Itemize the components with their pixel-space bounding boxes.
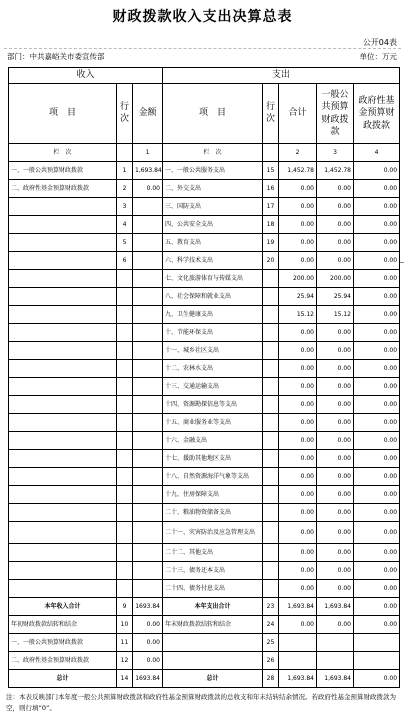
income-row-no-cell [117,432,133,450]
income-amount-cell [133,504,163,522]
total-amount-cell: 0.00 [279,360,317,378]
expenditure-row-no-cell [263,544,279,562]
general-budget-amount-cell: 1,693.84 [317,670,354,688]
expenditure-item-cell: 二十三、债务还本支出 [163,562,263,580]
report-title: 财政拨款收入支出决算总表 [112,9,293,25]
gov-fund-amount-cell: 0.00 [354,360,400,378]
gov-fund-amount-cell: 0.00 [354,486,400,504]
empty-cell [263,144,279,162]
column-index-2: 2 [279,144,317,162]
income-row-no-cell [117,468,133,486]
gov-fund-amount-cell: 0.00 [354,396,400,414]
income-amount-cell: 0.00 [133,634,163,652]
income-item-cell: 一、一般公共预算财政拨款 [9,634,117,652]
expenditure-item-cell: 二十二、其他支出 [163,544,263,562]
total-amount-cell: 0.00 [279,324,317,342]
expenditure-item-cell: 九、卫生健康支出 [163,306,263,324]
general-budget-amount-cell: 0.00 [317,580,354,598]
income-item-cell [9,234,117,252]
general-budget-amount-cell: 0.00 [317,360,354,378]
gov-fund-amount-cell: 0.00 [354,598,400,616]
total-amount-cell: 0.00 [279,432,317,450]
expenditure-item-cell: 二十一、灾害防治及应急管理支出 [163,522,263,544]
income-row-no-cell [117,450,133,468]
income-amount-cell [133,432,163,450]
expenditure-row-no-cell [263,360,279,378]
general-budget-amount-cell: 0.00 [317,252,354,270]
income-item-cell: 一、一般公共预算财政拨款 [9,162,117,180]
general-budget-amount-cell [317,634,354,652]
income-item-header: 项 目 [9,84,117,144]
column-index-1: 1 [133,144,163,162]
margin-tick-mark [400,262,404,263]
expenditure-row-no-cell [263,396,279,414]
total-header: 合计 [279,84,317,144]
income-row-no-cell: 4 [117,216,133,234]
gov-fund-amount-cell: 0.00 [354,468,400,486]
expenditure-row-no-cell: 18 [263,216,279,234]
total-amount-cell: 0.00 [279,396,317,414]
expenditure-row-no-cell: 26 [263,652,279,670]
expenditure-item-cell [163,652,263,670]
income-amount-cell [133,486,163,504]
expenditure-row-no-cell: 19 [263,234,279,252]
expenditure-item-cell: 总计 [163,670,263,688]
income-amount-cell: 0.00 [133,616,163,634]
income-item-cell [9,324,117,342]
expenditure-row-no-cell [263,504,279,522]
income-row-no-cell: 6 [117,252,133,270]
income-amount-cell [133,252,163,270]
footnote: 注：本表反映部门本年度一般公共预算财政拨款和政府性基金预算财政拨款的总收支和年末结转结余情况。若政府性基金预算财政拨款为空，则行填“0”。 [6,693,396,713]
income-row-no-cell [117,486,133,504]
income-row-no-cell: 1 [117,162,133,180]
expenditure-row-no-cell: 23 [263,598,279,616]
expenditure-row-no-cell: 28 [263,670,279,688]
gov-fund-amount-cell: 0.00 [354,544,400,562]
expenditure-item-cell: 十三、交通运输支出 [163,378,263,396]
expenditure-row-no-cell [263,324,279,342]
column-index-row [9,144,400,162]
total-amount-cell: 0.00 [279,216,317,234]
income-amount-cell: 1,693.84 [133,162,163,180]
table-row [9,598,400,616]
expenditure-row-no-cell [263,562,279,580]
gov-fund-amount-cell [354,634,400,652]
gov-fund-amount-cell: 0.00 [354,234,400,252]
income-amount-cell [133,342,163,360]
expenditure-row-no-cell [263,306,279,324]
total-amount-cell: 200.00 [279,270,317,288]
department-label: 部门：中共嘉峪关市委宣传部 [7,52,105,61]
total-amount-cell: 1,693.84 [279,598,317,616]
income-item-cell [9,306,117,324]
expenditure-row-no-cell [263,450,279,468]
income-amount-cell [133,580,163,598]
total-amount-cell: 0.00 [279,616,317,634]
header-row-section [9,68,400,84]
income-row-no-cell: 10 [117,616,133,634]
table-row [9,342,400,360]
total-amount-cell: 0.00 [279,562,317,580]
income-item-cell [9,486,117,504]
table-row [9,486,400,504]
expenditure-row-no-cell [263,432,279,450]
gov-fund-amount-cell: 0.00 [354,288,400,306]
income-amount-cell: 1693.84 [133,670,163,688]
income-item-cell [9,342,117,360]
amount-header: 金额 [133,84,163,144]
total-amount-cell: 0.00 [279,544,317,562]
gov-fund-header: 政府性基金预算财政拨款 [354,84,400,144]
income-row-no-cell [117,414,133,432]
expenditure-item-cell: 十九、住房保障支出 [163,486,263,504]
expenditure-row-no-cell: 16 [263,180,279,198]
expenditure-item-cell: 十五、商业服务业等支出 [163,414,263,432]
budget-table [8,67,400,688]
income-amount-cell [133,544,163,562]
form-code: 公开04表 [362,38,397,47]
general-budget-amount-cell: 0.00 [317,432,354,450]
income-item-cell [9,360,117,378]
general-budget-amount-cell: 0.00 [317,562,354,580]
column-index-label: 栏 次 [163,144,263,162]
general-budget-amount-cell: 0.00 [317,396,354,414]
general-budget-amount-cell: 0.00 [317,504,354,522]
gov-fund-amount-cell [354,652,400,670]
income-item-cell: 总计 [9,670,117,688]
general-budget-amount-cell: 0.00 [317,522,354,544]
income-item-cell [9,504,117,522]
total-amount-cell: 0.00 [279,234,317,252]
column-index-label: 栏 次 [9,144,117,162]
income-header: 收入 [9,68,163,84]
table-row [9,580,400,598]
column-index-4: 4 [354,144,400,162]
expenditure-row-no-cell [263,414,279,432]
total-amount-cell [279,634,317,652]
income-row-no-cell [117,342,133,360]
income-item-cell [9,216,117,234]
income-row-no-cell [117,306,133,324]
income-item-cell [9,544,117,562]
gov-fund-amount-cell: 0.00 [354,342,400,360]
income-row-no-cell [117,378,133,396]
general-budget-amount-cell: 1,693.84 [317,598,354,616]
income-amount-cell [133,450,163,468]
expenditure-item-header: 项 目 [163,84,263,144]
income-amount-cell [133,414,163,432]
table-row [9,180,400,198]
income-row-no-cell: 12 [117,652,133,670]
income-row-no-cell: 2 [117,180,133,198]
expenditure-item-cell: 八、社会保障和就业支出 [163,288,263,306]
expenditure-item-cell: 六、科学技术支出 [163,252,263,270]
income-amount-cell [133,562,163,580]
gov-fund-amount-cell: 0.00 [354,414,400,432]
table-row [9,652,400,670]
table-row [9,634,400,652]
general-budget-amount-cell: 0.00 [317,234,354,252]
table-row [9,432,400,450]
total-amount-cell: 0.00 [279,486,317,504]
table-row [9,270,400,288]
general-budget-amount-cell: 0.00 [317,216,354,234]
income-amount-cell [133,270,163,288]
income-row-no-cell: 5 [117,234,133,252]
income-item-cell [9,432,117,450]
empty-cell [117,144,133,162]
income-row-no-cell [117,324,133,342]
general-budget-amount-cell: 0.00 [317,450,354,468]
table-row [9,562,400,580]
total-amount-cell: 0.00 [279,414,317,432]
expenditure-row-no-header: 行次 [263,84,279,144]
expenditure-item-cell: 一、一般公共服务支出 [163,162,263,180]
total-amount-cell: 0.00 [279,252,317,270]
expenditure-header: 支出 [163,68,400,84]
income-amount-cell [133,360,163,378]
general-budget-header: 一般公共预算财政拨款 [317,84,354,144]
income-amount-cell [133,216,163,234]
expenditure-row-no-cell [263,378,279,396]
expenditure-item-cell: 二十四、债务付息支出 [163,580,263,598]
income-row-no-cell [117,288,133,306]
table-row [9,162,400,180]
gov-fund-amount-cell: 0.00 [354,378,400,396]
expenditure-item-cell: 四、公共安全支出 [163,216,263,234]
general-budget-amount-cell: 1,452.78 [317,162,354,180]
income-item-cell: 二、政府性基金预算财政拨款 [9,180,117,198]
general-budget-amount-cell: 0.00 [317,324,354,342]
general-budget-amount-cell: 0.00 [317,486,354,504]
gov-fund-amount-cell: 0.00 [354,522,400,544]
income-row-no-cell: 9 [117,598,133,616]
income-item-cell [9,522,117,544]
income-item-cell [9,270,117,288]
income-item-cell [9,450,117,468]
expenditure-row-no-cell [263,486,279,504]
table-row [9,504,400,522]
expenditure-item-cell: 十一、城乡社区支出 [163,342,263,360]
income-item-cell [9,252,117,270]
income-row-no-cell [117,522,133,544]
income-item-cell [9,396,117,414]
income-row-no-cell [117,270,133,288]
expenditure-item-cell: 本年支出合计 [163,598,263,616]
income-row-no-cell [117,504,133,522]
table-row [9,360,400,378]
income-row-no-cell [117,396,133,414]
total-amount-cell: 0.00 [279,450,317,468]
income-item-cell [9,288,117,306]
expenditure-row-no-cell [263,288,279,306]
gov-fund-amount-cell: 0.00 [354,216,400,234]
general-budget-amount-cell: 0.00 [317,544,354,562]
expenditure-row-no-cell [263,468,279,486]
income-row-no-cell [117,544,133,562]
expenditure-row-no-cell: 17 [263,198,279,216]
expenditure-row-no-cell: 20 [263,252,279,270]
expenditure-row-no-cell: 25 [263,634,279,652]
total-amount-cell: 1,693.84 [279,670,317,688]
income-amount-cell [133,288,163,306]
table-row [9,198,400,216]
unit-label: 单位：万元 [359,52,397,61]
income-item-cell [9,198,117,216]
general-budget-amount-cell: 0.00 [317,342,354,360]
general-budget-amount-cell: 0.00 [317,198,354,216]
total-amount-cell: 25.94 [279,288,317,306]
page-divider [4,48,401,49]
expenditure-item-cell: 七、文化旅游体育与传媒支出 [163,270,263,288]
total-amount-cell: 0.00 [279,522,317,544]
header-row-columns [9,84,400,144]
income-row-no-cell: 14 [117,670,133,688]
total-amount-cell: 0.00 [279,180,317,198]
income-item-cell [9,580,117,598]
expenditure-item-cell: 二十、粮油物资储备支出 [163,504,263,522]
gov-fund-amount-cell: 0.00 [354,198,400,216]
expenditure-row-no-cell [263,342,279,360]
income-amount-cell [133,468,163,486]
general-budget-amount-cell: 0.00 [317,378,354,396]
expenditure-item-cell: 十四、资源勘探信息等支出 [163,396,263,414]
expenditure-item-cell: 十七、援助其他地区支出 [163,450,263,468]
total-amount-cell: 1,452.78 [279,162,317,180]
income-item-cell [9,562,117,580]
table-row [9,288,400,306]
gov-fund-amount-cell: 0.00 [354,562,400,580]
general-budget-amount-cell: 0.00 [317,180,354,198]
income-row-no-cell: 3 [117,198,133,216]
income-amount-cell [133,198,163,216]
table-row [9,378,400,396]
table-row [9,396,400,414]
total-amount-cell: 0.00 [279,378,317,396]
table-row [9,616,400,634]
general-budget-amount-cell: 0.00 [317,616,354,634]
income-row-no-cell: 11 [117,634,133,652]
general-budget-amount-cell: 0.00 [317,414,354,432]
gov-fund-amount-cell: 0.00 [354,580,400,598]
table-row [9,234,400,252]
general-budget-amount-cell: 200.00 [317,270,354,288]
table-row [9,468,400,486]
total-amount-cell: 0.00 [279,580,317,598]
gov-fund-amount-cell: 0.00 [354,432,400,450]
expenditure-item-cell: 五、教育支出 [163,234,263,252]
gov-fund-amount-cell: 0.00 [354,324,400,342]
general-budget-amount-cell: 0.00 [317,468,354,486]
expenditure-item-cell: 二、外交支出 [163,180,263,198]
expenditure-row-no-cell: 24 [263,616,279,634]
income-item-cell: 本年收入合计 [9,598,117,616]
income-amount-cell [133,234,163,252]
income-amount-cell: 0.00 [133,652,163,670]
gov-fund-amount-cell: 0.00 [354,450,400,468]
income-amount-cell [133,522,163,544]
gov-fund-amount-cell: 0.00 [354,616,400,634]
income-amount-cell: 1693.84 [133,598,163,616]
gov-fund-amount-cell: 0.00 [354,180,400,198]
table-row [9,414,400,432]
income-amount-cell: 0.00 [133,180,163,198]
expenditure-row-no-cell: 15 [263,162,279,180]
expenditure-row-no-cell [263,522,279,544]
table-row [9,450,400,468]
income-row-no-cell [117,562,133,580]
expenditure-item-cell: 三、国防支出 [163,198,263,216]
income-item-cell: 年初财政拨款结转和结余 [9,616,117,634]
expenditure-item-cell: 十、节能环保支出 [163,324,263,342]
general-budget-amount-cell [317,652,354,670]
expenditure-item-cell [163,634,263,652]
income-amount-cell [133,378,163,396]
gov-fund-amount-cell: 0.00 [354,270,400,288]
table-row [9,522,400,544]
income-item-cell [9,468,117,486]
gov-fund-amount-cell: 0.00 [354,670,400,688]
income-item-cell [9,414,117,432]
total-amount-cell: 0.00 [279,504,317,522]
column-index-3: 3 [317,144,354,162]
total-amount-cell: 0.00 [279,198,317,216]
income-item-cell [9,378,117,396]
total-amount-cell [279,652,317,670]
table-row [9,216,400,234]
income-item-cell: 二、政府性基金预算财政拨款 [9,652,117,670]
gov-fund-amount-cell: 0.00 [354,504,400,522]
expenditure-item-cell: 十八、自然资源海洋气象等支出 [163,468,263,486]
gov-fund-amount-cell: 0.00 [354,306,400,324]
income-row-no-cell [117,360,133,378]
income-amount-cell [133,306,163,324]
total-amount-cell: 0.00 [279,342,317,360]
table-row [9,252,400,270]
total-amount-cell: 0.00 [279,468,317,486]
expenditure-item-cell: 年末财政拨款结转和结余 [163,616,263,634]
income-amount-cell [133,396,163,414]
table-row [9,306,400,324]
total-amount-cell: 15.12 [279,306,317,324]
gov-fund-amount-cell: 0.00 [354,162,400,180]
table-row [9,544,400,562]
expenditure-row-no-cell [263,270,279,288]
gov-fund-amount-cell: 0.00 [354,252,400,270]
table-row [9,324,400,342]
general-budget-amount-cell: 15.12 [317,306,354,324]
expenditure-item-cell: 十六、金融支出 [163,432,263,450]
general-budget-amount-cell: 25.94 [317,288,354,306]
expenditure-item-cell: 十二、农林水支出 [163,360,263,378]
table-row [9,670,400,688]
income-row-no-cell [117,580,133,598]
expenditure-row-no-cell [263,580,279,598]
income-amount-cell [133,324,163,342]
income-row-no-header: 行次 [117,84,133,144]
